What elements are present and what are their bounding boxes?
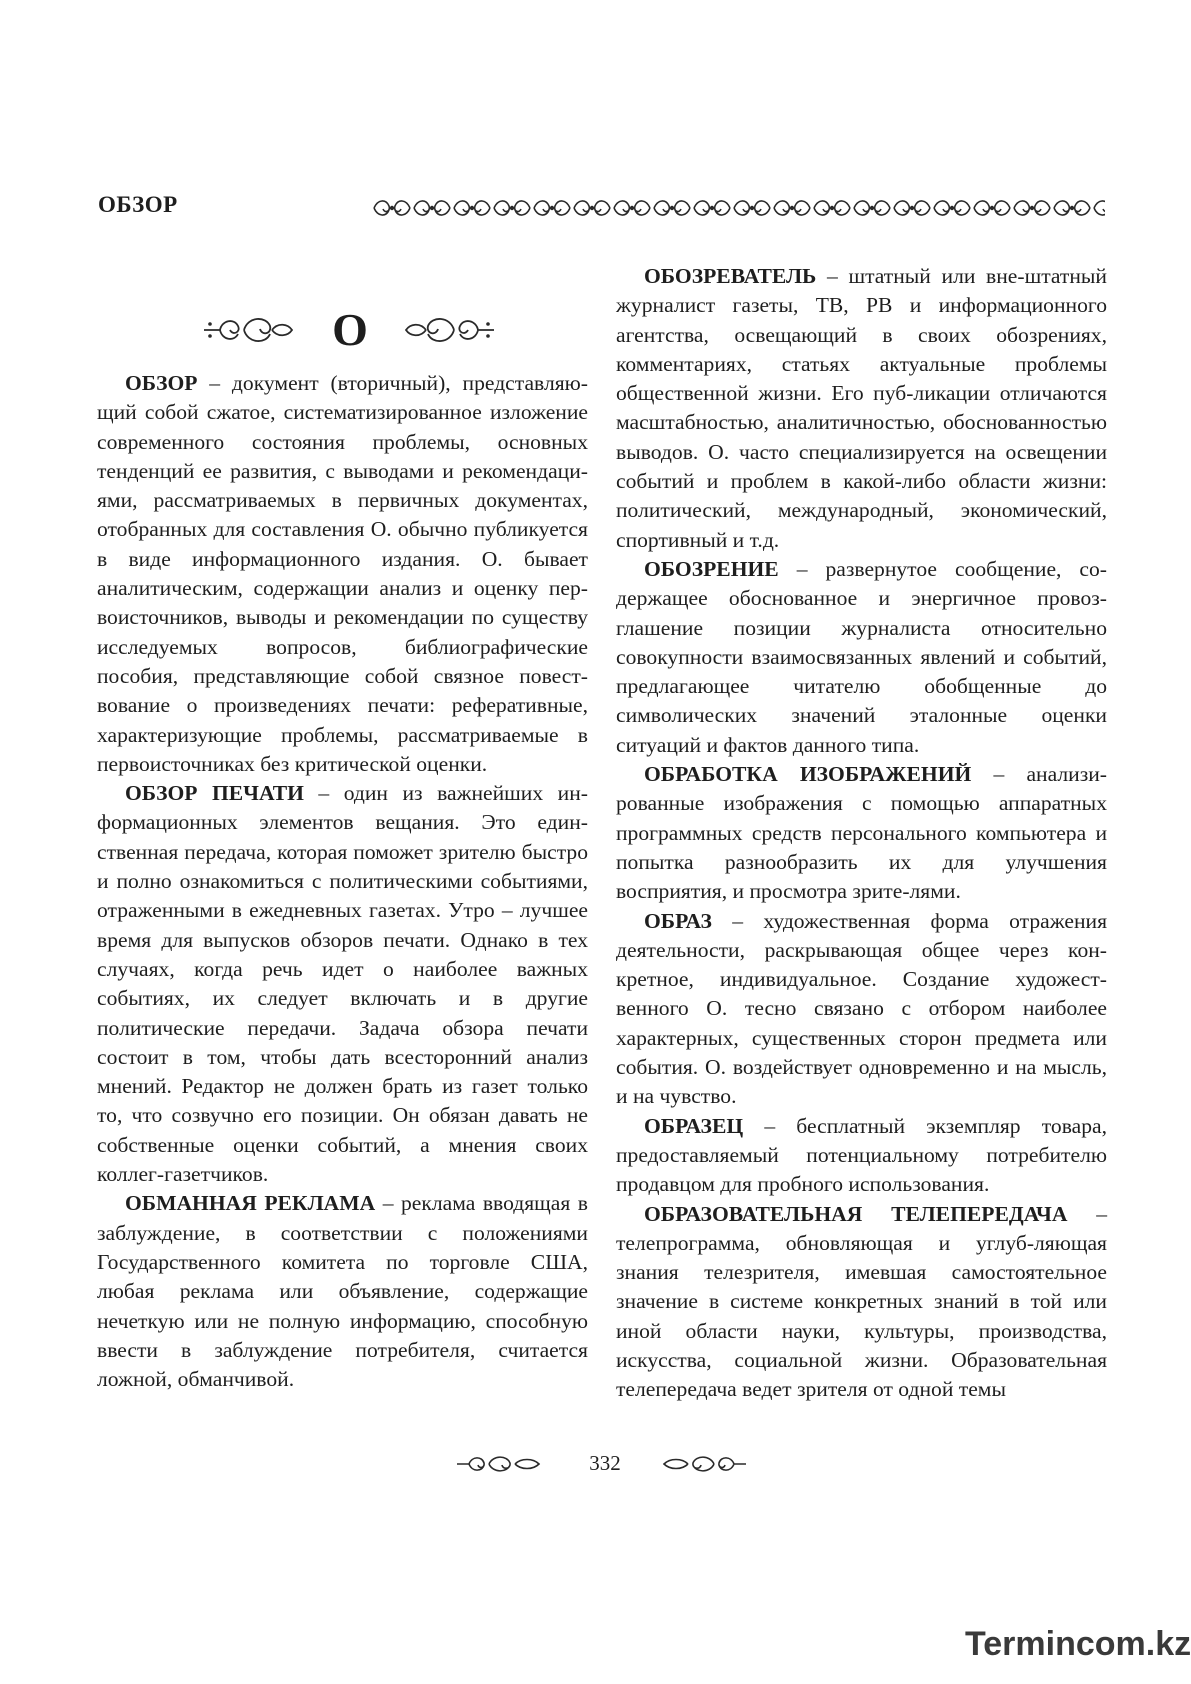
page-number: 332 bbox=[589, 1451, 621, 1475]
ornament-band bbox=[372, 196, 1105, 220]
footer-ornament-right bbox=[660, 1454, 748, 1474]
entry-term: ОБЗОР ПЕЧАТИ bbox=[125, 781, 304, 806]
dictionary-entry bbox=[616, 555, 1107, 760]
entry-definition: – развернутое сообщение, содержащее обоснованное и энергичное провозглашение позиции журналиста относительно совокупности взаимосвязанных явлений и событий, предлагающее читателю обобщенные до символических значений эталонные оценки ситуаций и фактов данного типа. bbox=[616, 556, 1107, 757]
entry-term: ОБРАБОТКА ИЗОБРАЖЕНИЙ bbox=[644, 762, 972, 787]
site-watermark: Termincom.kz bbox=[965, 1625, 1191, 1663]
ornament-left bbox=[200, 312, 296, 348]
entry-term: ОБОЗРЕНИЕ bbox=[644, 556, 779, 581]
left-column bbox=[97, 369, 588, 1394]
entry-definition: – штатный или вне-штатный журналист газеты, ТВ, РВ и информационного агентства, освещающий в своих обозрениях, комментариях, статьях актуальные проблемы общественной жизни. Его пуб-ликации отличаются масштабностью, аналитичностью, обоснованностью выводов. О. часто специализируется на освещении событий и проблем в какой-либо области жизни: политический, международный, экономический, спортивный и т.д. bbox=[616, 264, 1107, 552]
entry-definition: – реклама вводящая в заблуждение, в соответствии с положениями Государственного комитета по торговле США, любая реклама или объявление, содержащие нечеткую или не полную информацию, способную ввести в заблуждение потребителя, считается ложной, обманчивой. bbox=[97, 1191, 588, 1392]
dictionary-entry bbox=[97, 369, 588, 779]
entry-definition: – телепрограмма, обновляющая и углуб-ляющая знания телезрителя, имевшая самостоятельное значение в системе конкретных знаний в той или иной области науки, культуры, производства, искусства, социальной жизни. Образовательная телепередача ведет зрителя от одной темы bbox=[616, 1201, 1107, 1402]
dictionary-entry bbox=[616, 760, 1107, 906]
entry-definition: – художественная форма отражения деятельности, раскрывающая общее через конкретное, индивидуальное. Создание художественного О. тесно связано с отбором наиболее характерных, существенных сторон предмета или события. О. воздействует одновременно и на мысль, и на чувство. bbox=[616, 908, 1107, 1109]
footer-ornament-left bbox=[455, 1454, 543, 1474]
page-footer bbox=[455, 1448, 755, 1478]
dictionary-entry bbox=[616, 907, 1107, 1112]
entry-term: ОБМАННАЯ РЕКЛАМА bbox=[125, 1191, 376, 1216]
dictionary-entry bbox=[97, 779, 588, 1189]
running-head: ОБЗОР bbox=[98, 192, 178, 217]
section-letter-heading bbox=[200, 300, 500, 360]
entry-definition: – анализированные изображения с помощью аппаратных программных средств персонального компьютера и попытка разнообразить их для улучшения восприятия, и просмотра зрите-лями. bbox=[616, 762, 1107, 904]
entry-definition: – один из важнейших информационных элементов вещания. Это единственная передача, которая поможет зрителю быстро и полно ознакомиться с политическими событиями, отраженными в ежедневных газетах. Утро – лучшее время для выпусков обзоров печати. Однако в тех случаях, когда речь идет о наиболее важных событиях, их следует включать и в другие политические передачи. Задача обзора печати состоит в том, чтобы дать всесторонний анализ мнений. Редактор не должен брать из газет только то, что созвучно его позиции. Он обязан давать не собственные оценки событий, а мнения своих коллег-газетчиков. bbox=[97, 781, 588, 1187]
entry-definition: – бесплатный экземпляр товара, предоставляемый потенциальному потребителю продавцом для пробного использования. bbox=[616, 1113, 1107, 1197]
section-letter: О bbox=[332, 304, 368, 355]
dictionary-entry bbox=[97, 1189, 588, 1394]
dictionary-entry bbox=[616, 1112, 1107, 1200]
entry-term: ОБРАЗЕЦ bbox=[644, 1113, 744, 1138]
ornament-right bbox=[402, 312, 498, 348]
entry-term: ОБОЗРЕВАТЕЛЬ bbox=[644, 264, 817, 288]
dictionary-entry bbox=[616, 1200, 1107, 1405]
entry-term: ОБРАЗОВАТЕЛЬНАЯ ТЕЛЕПЕРЕДАЧА bbox=[644, 1201, 1068, 1226]
dictionary-entry bbox=[616, 262, 1107, 555]
entry-definition: – документ (вторичный), представляющий собой сжатое, систематизированное изложение современного состояния проблемы, основных тенденций ее развития, с выводами и рекомендациями, рассматриваемых в первичных документах, отобранных для составления О. обычно публикуется в виде информационного издания. О. бывает аналитическим, содержащии анализ и оценку первоисточников, выводы и рекомендации по существу исследуемых вопросов, библиографические пособия, представляющие собой связное повествование о произведениях печати: реферативные, характеризующие проблемы, рассматриваемые в первоисточниках без критической оценки. bbox=[97, 371, 588, 776]
right-column bbox=[616, 262, 1107, 1405]
entry-term: ОБРАЗ bbox=[644, 908, 712, 933]
entry-term: ОБЗОР bbox=[125, 371, 198, 395]
